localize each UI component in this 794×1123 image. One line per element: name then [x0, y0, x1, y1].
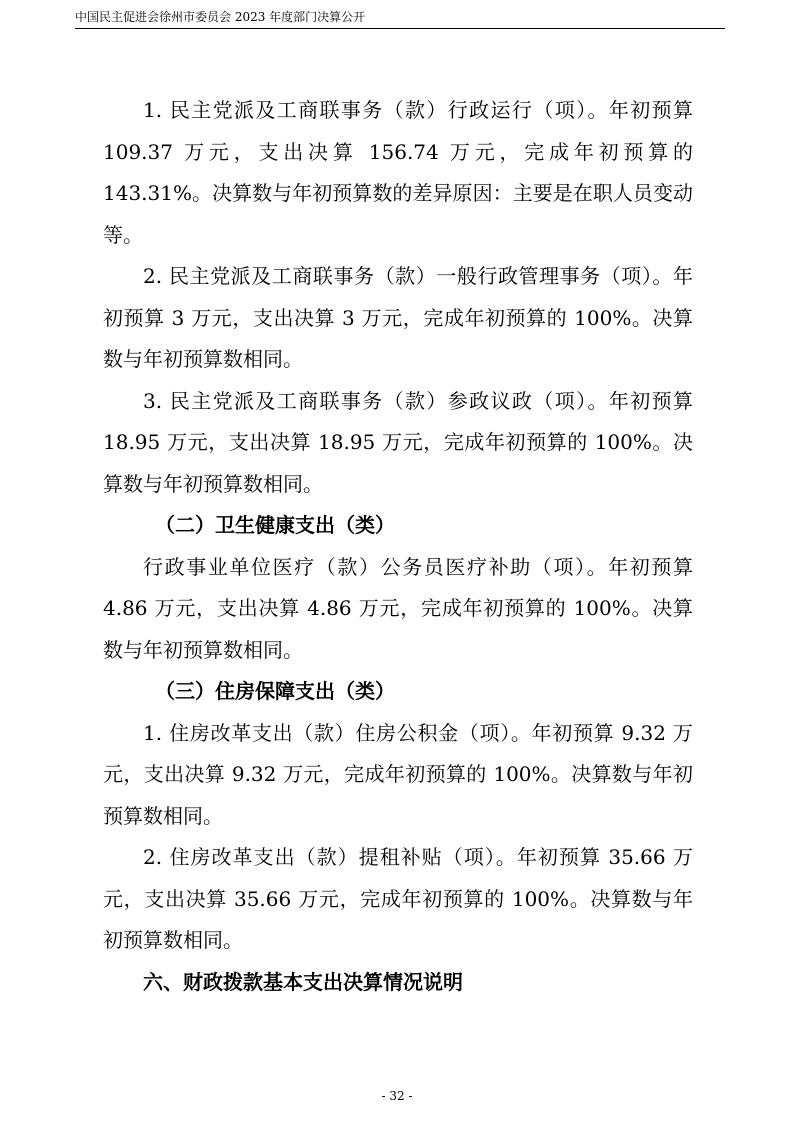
paragraph-administrative-operation: 1. 民主党派及工商联事务（款）行政运行（项）。年初预算 109.37 万元，支出决算 156.74 万元，完成年初预算的 143.31%。决算数与年初预算数的差异原因：主要是在职人员变动等。 — [103, 98, 693, 247]
paragraph-general-admin-affairs: 2. 民主党派及工商联事务（款）一般行政管理事务（项）。年初预算 3 万元，支出决算 3 万元，完成年初预算的 100%。决算数与年初预算数相同。 — [103, 264, 693, 371]
paragraph-medical-subsidy: 行政事业单位医疗（款）公务员医疗补助（项）。年初预算 4.86 万元，支出决算 4.86 万元，完成年初预算的 100%。决算数与年初预算数相同。 — [103, 554, 693, 662]
page-footer — [0, 1088, 794, 1104]
section-heading-health: （二）卫生健康支出（类） — [155, 513, 395, 537]
header-title: 中国民主促进会徐州市委员会 2023 年度部门决算公开 — [75, 10, 366, 24]
paragraph-housing-fund: 1. 住房改革支出（款）住房公积金（项）。年初预算 9.32 万元，支出决算 9.32 万元，完成年初预算的 100%。决算数与年初预算数相同。 — [103, 720, 693, 828]
page-header — [75, 6, 725, 29]
paragraph-rent-subsidy: 2. 住房改革支出（款）提租补贴（项）。年初预算 35.66 万元，支出决算 35.66 万元，完成年初预算的 100%。决算数与年初预算数相同。 — [103, 845, 693, 952]
section-heading-basic-expenditure: 六、财政拨款基本支出决算情况说明 — [143, 969, 463, 994]
document-body — [103, 90, 693, 1003]
paragraph-political-participation: 3. 民主党派及工商联事务（款）参政议政（项）。年初预算 18.95 万元，支出决算 18.95 万元，完成年初预算的 100%。决算数与年初预算数相同。 — [103, 388, 693, 496]
page-number: - 32 - — [381, 1089, 413, 1103]
section-heading-housing: （三）住房保障支出（类） — [155, 679, 395, 703]
